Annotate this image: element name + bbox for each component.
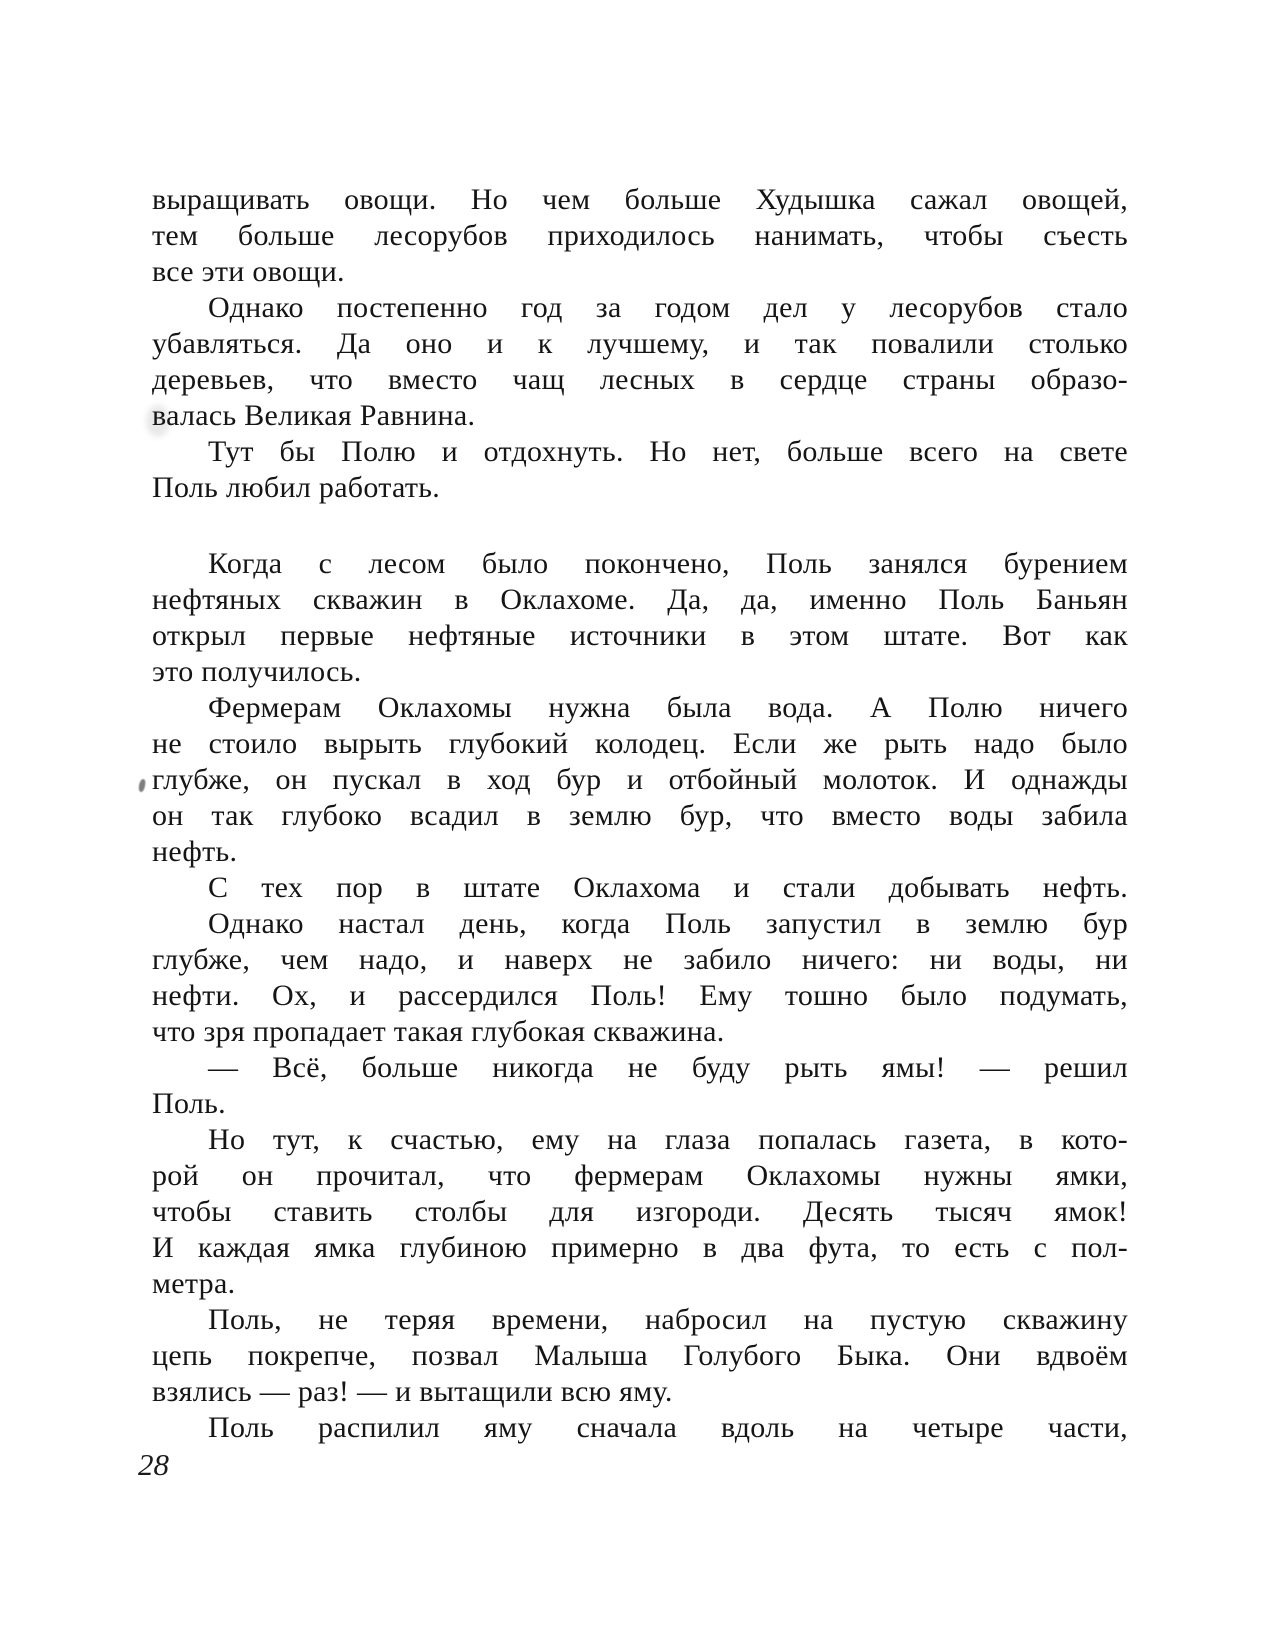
text-line: рой он прочитал, что фермерам Оклахомы нужны ямки, <box>152 1159 1128 1192</box>
text-line: открыл первые нефтяные источники в этом штате. Вот как <box>152 619 1128 652</box>
text-line: Фермерам Оклахомы нужна была вода. А Полю ничего <box>208 691 1128 724</box>
text-line: И каждая ямка глубиною примерно в два фута, то есть с пол- <box>152 1231 1128 1264</box>
scan-speck-artifact <box>138 778 147 792</box>
paragraph <box>152 690 1128 870</box>
text-line: выращивать овощи. Но чем больше Худышка сажал овощей, <box>152 183 1128 216</box>
text-line: Поль распилил яму сначала вдоль на четыре части, <box>208 1411 1128 1444</box>
text-line: нефть. <box>152 835 238 868</box>
text-line: он так глубоко всадил в землю бур, что вместо воды забила <box>152 799 1128 832</box>
paragraph <box>152 1122 1128 1302</box>
text-line: Однако постепенно год за годом дел у лесорубов стало <box>208 291 1128 324</box>
text-line: Поль, не теряя времени, набросил на пустую скважину <box>208 1303 1128 1336</box>
paragraph <box>152 1302 1128 1410</box>
paragraph <box>152 546 1128 690</box>
text-line: Поль любил работать. <box>152 471 441 504</box>
text-line: — Всё, больше никогда не буду рыть ямы! — решил <box>208 1051 1128 1084</box>
paragraph <box>152 290 1128 434</box>
text-line: чтобы ставить столбы для изгороди. Десять тысяч ямок! <box>152 1195 1128 1228</box>
text-line: нефти. Ох, и рассердился Поль! Ему тошно было подумать, <box>152 979 1128 1012</box>
text-line: что зря пропадает такая глубокая скважина. <box>152 1015 725 1048</box>
text-line: Однако настал день, когда Поль запустил в землю бур <box>208 907 1128 940</box>
text-line: С тех пор в штате Оклахома и стали добывать нефть. <box>208 871 1128 904</box>
text-line: Тут бы Полю и отдохнуть. Но нет, больше всего на свете <box>208 435 1128 468</box>
text-line: убавляться. Да оно и к лучшему, и так повалили столько <box>152 327 1128 360</box>
text-line: Поль. <box>152 1087 226 1120</box>
paragraph <box>152 434 1128 506</box>
paragraph <box>152 906 1128 1050</box>
text-line: цепь покрепче, позвал Малыша Голубого Быка. Они вдвоём <box>152 1339 1128 1372</box>
paragraph <box>152 1410 1128 1446</box>
paragraph <box>152 182 1128 290</box>
text-line: Когда с лесом было покончено, Поль занялся бурением <box>208 547 1128 580</box>
text-line: деревьев, что вместо чащ лесных в сердце страны образо- <box>152 363 1128 396</box>
text-line: метра. <box>152 1267 236 1300</box>
text-line: тем больше лесорубов приходилось нанимать, чтобы съесть <box>152 219 1128 252</box>
page-number: 28 <box>138 1447 169 1482</box>
text-line: нефтяных скважин в Оклахоме. Да, да, именно Поль Баньян <box>152 583 1128 616</box>
text-line: это получилось. <box>152 655 362 688</box>
text-line: Но тут, к счастью, ему на глаза попалась газета, в кото- <box>208 1123 1128 1156</box>
text-line: валась Великая Равнина. <box>152 399 476 432</box>
text-line: не стоило вырыть глубокий колодец. Если же рыть надо было <box>152 727 1128 760</box>
text-line: все эти овощи. <box>152 255 345 288</box>
text-block <box>152 182 1128 1446</box>
paragraph <box>152 870 1128 906</box>
text-line: глубже, он пускал в ход бур и отбойный молоток. И однажды <box>152 763 1128 796</box>
text-line: взялись — раз! — и вытащили всю яму. <box>152 1375 673 1408</box>
text-line: глубже, чем надо, и наверх не забило ничего: ни воды, ни <box>152 943 1128 976</box>
paragraph <box>152 1050 1128 1122</box>
